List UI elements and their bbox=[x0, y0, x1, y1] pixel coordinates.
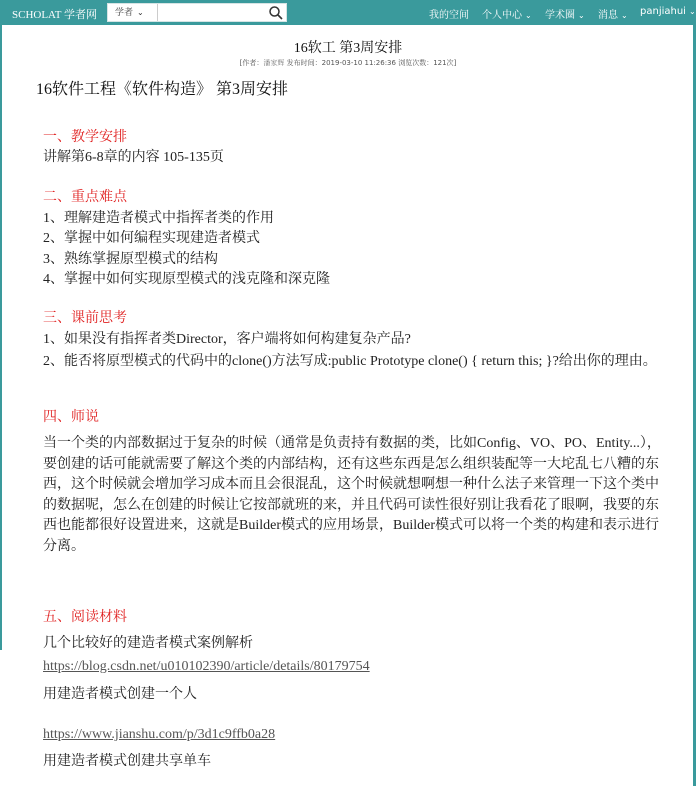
author-name[interactable]: 潘家辉 bbox=[263, 59, 285, 67]
search-icon[interactable] bbox=[268, 5, 284, 20]
nav-academic-circle[interactable]: 学术圈 ⌄ bbox=[545, 10, 585, 21]
nav-messages[interactable]: 消息 ⌄ bbox=[598, 10, 628, 21]
reading-link-jianshu[interactable]: https://www.jianshu.com/p/3d1c9ffb0a28 bbox=[43, 727, 276, 742]
reading-link-csdn[interactable]: https://blog.csdn.net/u010102390/article/details/80179754 bbox=[43, 659, 370, 674]
chevron-down-icon: ⌄ bbox=[578, 11, 585, 20]
publish-date: 2019-03-10 11:26:36 bbox=[321, 59, 396, 67]
reading-intro: 几个比较好的建造者模式案例解析 bbox=[43, 636, 253, 651]
teaching-plan-text: 讲解第6-8章的内容 105-135页 bbox=[43, 150, 224, 165]
top-navbar bbox=[0, 0, 696, 25]
article-heading: 16软件工程《软件构造》 第3周安排 bbox=[36, 81, 289, 98]
thinking-question: 2、能否将原型模式的代码中的clone()方法写成:public Prototype clone() { return this; }?给出你的理由。 bbox=[43, 354, 657, 369]
section-title-teaching-plan: 一、教学安排 bbox=[43, 128, 127, 144]
search-type-select[interactable] bbox=[108, 4, 158, 21]
chevron-down-icon: ⌄ bbox=[621, 11, 628, 20]
left-border bbox=[0, 25, 2, 650]
search-input[interactable] bbox=[159, 4, 264, 21]
section-title-pre-class-thinking: 三、课前思考 bbox=[43, 309, 127, 325]
teacher-says-paragraph: 当一个类的内部数据过于复杂的时候（通常是负责持有数据的类，比如Config、VO、PO、Entity...），要创建的话可能就需要了解这个类的内部结构，还有这些东西是怎么组织装配等一大坨乱七八糟的东西，这个时候就会增加学习成本而且会很混乱，这个时候就想啊想一种什么法子来管理一下这个类中的数据呢，怎么在创建的时候让它按部就班的来，并且代码可读性很好别让我看花了眼啊，我要的东西也能都很好设置进来，这就是Builder模式的应用场景，Builder模式可以将一个类的构建和表示进行分离。 bbox=[43, 436, 661, 554]
nav-personal-center[interactable]: 个人中心 ⌄ bbox=[482, 10, 532, 21]
reading-desc: 用建造者模式创建共享单车 bbox=[43, 754, 211, 769]
view-count: 121 bbox=[433, 59, 447, 67]
chevron-down-icon: ⌄ bbox=[688, 7, 696, 16]
nav-user-menu[interactable]: panjiahui ⌄ bbox=[640, 6, 696, 17]
section-title-reading-materials: 五、阅读材料 bbox=[43, 608, 127, 624]
key-point-item: 1、理解建造者模式中指挥者类的作用 bbox=[43, 211, 274, 226]
site-logo[interactable]: SCHOLAT 学者网 bbox=[12, 9, 98, 21]
chevron-down-icon: ⌄ bbox=[525, 11, 532, 20]
search-box bbox=[107, 3, 287, 22]
reading-desc: 用建造者模式创建一个人 bbox=[43, 687, 197, 702]
search-type-label: 学者 bbox=[115, 8, 134, 18]
key-point-item: 2、掌握中如何编程实现建造者模式 bbox=[43, 231, 260, 246]
section-title-teacher-says: 四、师说 bbox=[43, 408, 99, 424]
page-title: 16软工 第3周安排 bbox=[293, 41, 403, 56]
section-title-key-points: 二、重点难点 bbox=[43, 188, 127, 204]
thinking-question: 1、如果没有指挥者类Director，客户端将如何构建复杂产品? bbox=[43, 332, 411, 347]
key-point-item: 3、熟练掌握原型模式的结构 bbox=[43, 252, 218, 267]
key-point-item: 4、掌握中如何实现原型模式的浅克隆和深克隆 bbox=[43, 272, 330, 287]
chevron-down-icon: ⌄ bbox=[137, 8, 144, 17]
article-meta: [作者：潘家辉 发布时间：2019-03-10 11:26:36 浏览次数：121次] bbox=[239, 59, 457, 67]
nav-my-space[interactable]: 我的空间 bbox=[429, 10, 469, 21]
